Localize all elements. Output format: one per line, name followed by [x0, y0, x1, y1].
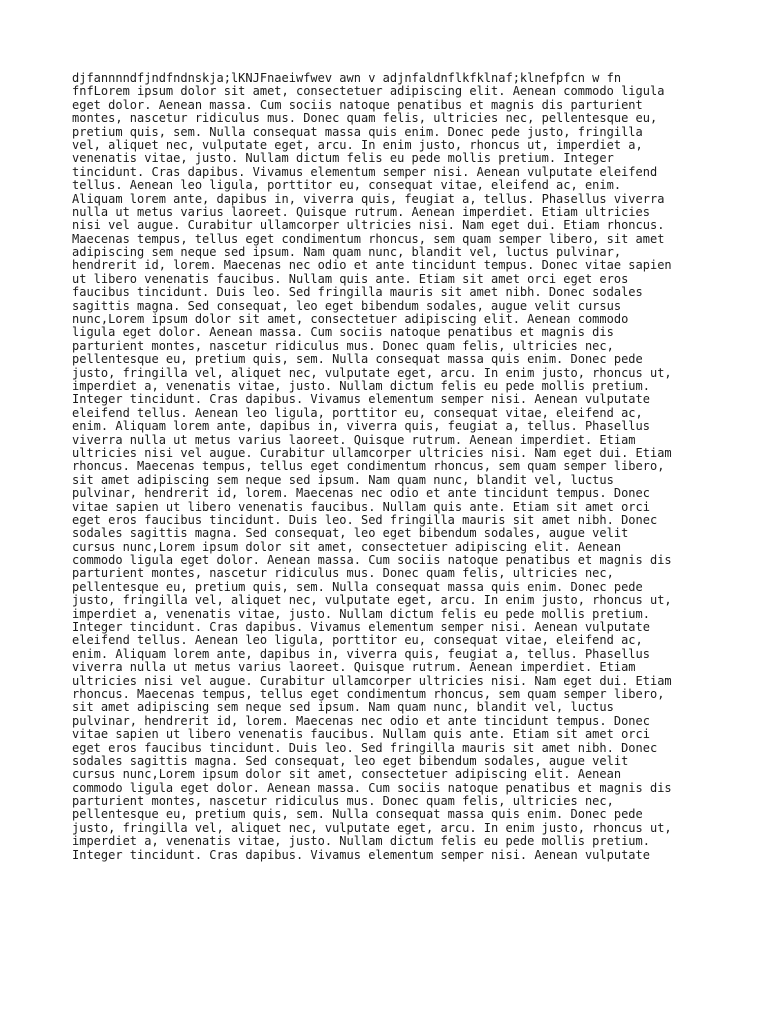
- text-line: eleifend tellus. Aenean leo ligula, porttitor eu, consequat vitae, eleifend ac,: [72, 633, 643, 648]
- text-line: imperdiet a, venenatis vitae, justo. Nullam dictum felis eu pede mollis pretium.: [72, 834, 650, 849]
- text-line: tincidunt. Cras dapibus. Vivamus elementum semper nisi. Aenean vulputate eleifend: [72, 164, 658, 179]
- text-line: pellentesque eu, pretium quis, sem. Nulla consequat massa quis enim. Donec pede: [72, 352, 643, 367]
- text-line: pulvinar, hendrerit id, lorem. Maecenas nec odio et ante tincidunt tempus. Donec: [72, 486, 650, 501]
- text-line: eleifend tellus. Aenean leo ligula, porttitor eu, consequat vitae, eleifend ac,: [72, 405, 643, 420]
- text-line: tellus. Aenean leo ligula, porttitor eu, consequat vitae, eleifend ac, enim.: [72, 178, 622, 193]
- text-line: ultricies nisi vel augue. Curabitur ullamcorper ultricies nisi. Nam eget dui. Etiam: [72, 673, 672, 688]
- text-line: faucibus tincidunt. Duis leo. Sed fringilla mauris sit amet nibh. Donec sodales: [72, 285, 643, 300]
- text-line: justo, fringilla vel, aliquet nec, vulputate eget, arcu. In enim justo, rhoncus ut,: [72, 820, 672, 835]
- text-line: imperdiet a, venenatis vitae, justo. Nullam dictum felis eu pede mollis pretium.: [72, 378, 650, 393]
- text-line: djfannnndfjndfndnskja;lKNJFnaeiwfwev awn v adjnfaldnflkfklnaf;klnefpfcn w fn: [72, 71, 622, 85]
- text-line: enim. Aliquam lorem ante, dapibus in, viverra quis, feugiat a, tellus. Phasellus: [72, 419, 650, 434]
- text-line: vel, aliquet nec, vulputate eget, arcu. In enim justo, rhoncus ut, imperdiet a,: [72, 137, 643, 152]
- text-line: cursus nunc,Lorem ipsum dolor sit amet, consectetuer adipiscing elit. Aenean: [72, 539, 622, 554]
- text-line: commodo ligula eget dolor. Aenean massa. Cum sociis natoque penatibus et magnis dis: [72, 553, 672, 568]
- text-line: viverra nulla ut metus varius laoreet. Quisque rutrum. Aenean imperdiet. Etiam: [72, 660, 636, 675]
- text-line: sodales sagittis magna. Sed consequat, leo eget bibendum sodales, augue velit: [72, 753, 629, 768]
- text-line: viverra nulla ut metus varius laoreet. Quisque rutrum. Aenean imperdiet. Etiam: [72, 432, 636, 447]
- text-line: vitae sapien ut libero venenatis faucibus. Nullam quis ante. Etiam sit amet orci: [72, 727, 650, 742]
- text-line: fnfLorem ipsum dolor sit amet, consectetuer adipiscing elit. Aenean commodo ligula: [72, 84, 665, 99]
- text-line: venenatis vitae, justo. Nullam dictum felis eu pede mollis pretium. Integer: [72, 151, 614, 166]
- text-line: pretium quis, sem. Nulla consequat massa quis enim. Donec pede justo, fringilla: [72, 124, 643, 139]
- text-line: Integer tincidunt. Cras dapibus. Vivamus elementum semper nisi. Aenean vulputate: [72, 847, 650, 862]
- text-line: pulvinar, hendrerit id, lorem. Maecenas nec odio et ante tincidunt tempus. Donec: [72, 713, 650, 728]
- text-line: parturient montes, nascetur ridiculus mus. Donec quam felis, ultricies nec,: [72, 794, 614, 809]
- text-line: Integer tincidunt. Cras dapibus. Vivamus elementum semper nisi. Aenean vulputate: [72, 392, 650, 407]
- text-line: Maecenas tempus, tellus eget condimentum rhoncus, sem quam semper libero, sit amet: [72, 231, 665, 246]
- text-line: imperdiet a, venenatis vitae, justo. Nullam dictum felis eu pede mollis pretium.: [72, 606, 650, 621]
- text-line: ligula eget dolor. Aenean massa. Cum sociis natoque penatibus et magnis dis: [72, 325, 614, 340]
- text-line: eget eros faucibus tincidunt. Duis leo. Sed fringilla mauris sit amet nibh. Donec: [72, 740, 658, 755]
- text-line: sit amet adipiscing sem neque sed ipsum. Nam quam nunc, blandit vel, luctus: [72, 700, 614, 715]
- text-line: pellentesque eu, pretium quis, sem. Nulla consequat massa quis enim. Donec pede: [72, 579, 643, 594]
- text-line: cursus nunc,Lorem ipsum dolor sit amet, consectetuer adipiscing elit. Aenean: [72, 767, 622, 782]
- text-line: justo, fringilla vel, aliquet nec, vulputate eget, arcu. In enim justo, rhoncus ut,: [72, 365, 672, 380]
- text-line: parturient montes, nascetur ridiculus mus. Donec quam felis, ultricies nec,: [72, 338, 614, 353]
- text-line: rhoncus. Maecenas tempus, tellus eget condimentum rhoncus, sem quam semper libero,: [72, 459, 665, 474]
- text-line: ultricies nisi vel augue. Curabitur ullamcorper ultricies nisi. Nam eget dui. Etiam: [72, 445, 672, 460]
- text-line: nunc,Lorem ipsum dolor sit amet, consectetuer adipiscing elit. Aenean commodo: [72, 312, 629, 327]
- text-line: montes, nascetur ridiculus mus. Donec quam felis, ultricies nec, pellentesque eu,: [72, 111, 658, 126]
- text-line: justo, fringilla vel, aliquet nec, vulputate eget, arcu. In enim justo, rhoncus ut,: [72, 593, 672, 608]
- text-line: sodales sagittis magna. Sed consequat, leo eget bibendum sodales, augue velit: [72, 526, 629, 541]
- text-line: parturient montes, nascetur ridiculus mus. Donec quam felis, ultricies nec,: [72, 566, 614, 581]
- text-line: nisi vel augue. Curabitur ullamcorper ultricies nisi. Nam eget dui. Etiam rhoncus.: [72, 218, 665, 233]
- text-line: vitae sapien ut libero venenatis faucibus. Nullam quis ante. Etiam sit amet orci: [72, 499, 650, 514]
- text-line: pellentesque eu, pretium quis, sem. Nulla consequat massa quis enim. Donec pede: [72, 807, 643, 822]
- text-line: enim. Aliquam lorem ante, dapibus in, viverra quis, feugiat a, tellus. Phasellus: [72, 646, 650, 661]
- text-line: eget dolor. Aenean massa. Cum sociis natoque penatibus et magnis dis parturient: [72, 97, 643, 112]
- text-line: sagittis magna. Sed consequat, leo eget bibendum sodales, augue velit cursus: [72, 298, 622, 313]
- text-line: sit amet adipiscing sem neque sed ipsum. Nam quam nunc, blandit vel, luctus: [72, 472, 614, 487]
- text-line: commodo ligula eget dolor. Aenean massa. Cum sociis natoque penatibus et magnis dis: [72, 780, 672, 795]
- text-line: rhoncus. Maecenas tempus, tellus eget condimentum rhoncus, sem quam semper libero,: [72, 686, 665, 701]
- text-line: nulla ut metus varius laoreet. Quisque rutrum. Aenean imperdiet. Etiam ultricies: [72, 204, 650, 219]
- body-text: [72, 72, 712, 862]
- text-line: eget eros faucibus tincidunt. Duis leo. Sed fringilla mauris sit amet nibh. Donec: [72, 512, 658, 527]
- text-line: ut libero venenatis faucibus. Nullam quis ante. Etiam sit amet orci eget eros: [72, 271, 629, 286]
- text-line: Integer tincidunt. Cras dapibus. Vivamus elementum semper nisi. Aenean vulputate: [72, 620, 650, 635]
- text-line: adipiscing sem neque sed ipsum. Nam quam nunc, blandit vel, luctus pulvinar,: [72, 245, 622, 260]
- text-line: hendrerit id, lorem. Maecenas nec odio et ante tincidunt tempus. Donec vitae sapien: [72, 258, 672, 273]
- text-line: Aliquam lorem ante, dapibus in, viverra quis, feugiat a, tellus. Phasellus viverra: [72, 191, 665, 206]
